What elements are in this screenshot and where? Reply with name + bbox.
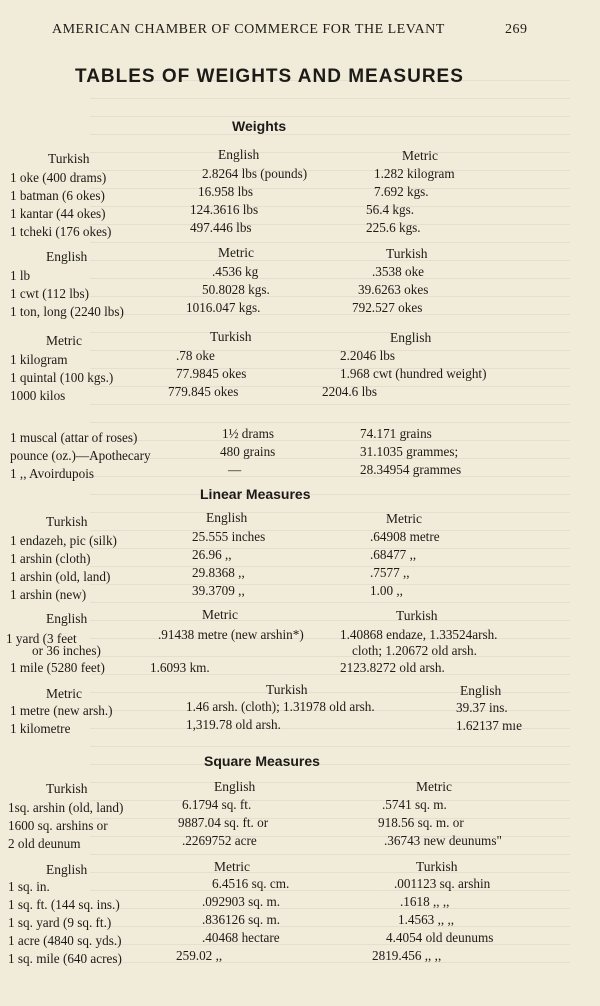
column-header: Turkish: [396, 608, 438, 623]
page-number: 269: [505, 22, 528, 37]
table-cell: 2204.6 lbs: [322, 384, 377, 399]
table-cell: 4.4054 old deunums: [386, 930, 494, 945]
table-cell: 1600 sq. arshins or: [8, 818, 108, 833]
table-cell: 1sq. arshin (old, land): [8, 800, 124, 815]
column-header: English: [390, 330, 432, 345]
table-cell: 39.3709 ,,: [192, 583, 245, 598]
table-cell: 1 arshin (new): [10, 587, 87, 602]
table-cell: 74.171 grains: [360, 426, 432, 441]
column-header: English: [218, 147, 260, 162]
table-cell: 7.692 kgs.: [374, 184, 429, 199]
column-header: Turkish: [416, 859, 458, 874]
table-cell: 1016.047 kgs.: [186, 300, 261, 315]
column-header: Metric: [202, 607, 238, 622]
table-cell: 39.37 ins.: [456, 700, 508, 715]
table-cell: .40468 hectare: [202, 930, 280, 945]
table-cell: 1.00 ,,: [370, 583, 403, 598]
table-cell: 779.845 okes: [168, 384, 239, 399]
table-cell: 1 yard (3 feet: [6, 631, 77, 646]
table-cell: .3538 oke: [372, 264, 425, 279]
table-cell: 1 acre (4840 sq. yds.): [8, 933, 122, 948]
table-cell: 480 grains: [220, 444, 276, 459]
table-cell: 1.62137 mıe: [456, 718, 522, 733]
table-cell: 1 endazeh, pic (silk): [10, 533, 117, 548]
column-header: English: [46, 249, 88, 264]
table-cell: 1,319.78 old arsh.: [186, 717, 281, 732]
table-cell: 1.968 cwt (hundred weight): [340, 366, 487, 381]
table-cell: 31.1035 grammes;: [360, 444, 459, 459]
table-cell: or 36 inches): [32, 643, 101, 658]
table-cell: 1 muscal (attar of roses): [10, 430, 138, 445]
table-cell: 1½ drams: [222, 426, 275, 441]
column-header: Metric: [416, 779, 452, 794]
column-header: English: [46, 862, 88, 877]
table-cell: 1 arshin (old, land): [10, 569, 111, 584]
column-header: English: [214, 779, 256, 794]
table-cell: 259.02 ,,: [176, 948, 223, 963]
table-cell: 1 ,, Avoirdupois: [10, 466, 95, 481]
table-cell: 1 kantar (44 okes): [10, 206, 106, 221]
section-heading-weights: Weights: [232, 118, 287, 134]
table-cell: 225.6 kgs.: [366, 220, 421, 235]
table-cell: .836126 sq. m.: [202, 912, 281, 927]
column-header: Turkish: [48, 151, 90, 166]
table-cell: 2123.8272 old arsh.: [340, 660, 445, 675]
column-header: Metric: [46, 686, 82, 701]
column-header: Turkish: [210, 329, 252, 344]
table-cell: 1 sq. yard (9 sq. ft.): [8, 915, 112, 930]
table-cell: 1 tcheki (176 okes): [10, 224, 112, 239]
table-cell: 124.3616 lbs: [190, 202, 259, 217]
table-cell: 2.2046 lbs: [340, 348, 395, 363]
column-header: English: [460, 683, 502, 698]
column-header: Metric: [218, 245, 254, 260]
column-header: Turkish: [266, 682, 308, 697]
table-cell: 50.8028 kgs.: [202, 282, 270, 297]
table-cell: —: [228, 462, 242, 477]
table-cell: 1 sq. ft. (144 sq. ins.): [8, 897, 120, 912]
table-cell: 1.282 kilogram: [374, 166, 455, 181]
table-cell: 6.1794 sq. ft.: [182, 797, 252, 812]
table-cell: 2.8264 lbs (pounds): [202, 166, 308, 181]
table-cell: .092903 sq. m.: [202, 894, 281, 909]
table-cell: 1 cwt (112 lbs): [10, 286, 89, 301]
table-cell: .5741 sq. m.: [382, 797, 447, 812]
table-cell: 1.40868 endaze, 1.33524arsh.: [340, 627, 498, 642]
table-cell: 2819.456 ,, ,,: [372, 948, 442, 963]
table-cell: .36743 new deunums": [384, 833, 502, 848]
table-cell: pounce (oz.)—Apothecary: [10, 448, 151, 463]
table-cell: 1 sq. mile (640 acres): [8, 951, 122, 966]
table-cell: .2269752 acre: [182, 833, 257, 848]
table-cell: 1 metre (new arsh.): [10, 703, 113, 718]
table-cell: 1 ton, long (2240 lbs): [10, 304, 124, 319]
table-cell: 2 old deunum: [8, 836, 81, 851]
section-heading-linear-measures: Linear Measures: [200, 486, 311, 502]
table-cell: 1.6093 km.: [150, 660, 210, 675]
table-cell: .4536 kg: [212, 264, 259, 279]
table-cell: .64908 metre: [370, 529, 440, 544]
column-header: Turkish: [46, 514, 88, 529]
column-header: Metric: [46, 333, 82, 348]
table-cell: 26.96 ,,: [192, 547, 232, 562]
table-cell: 28.34954 grammes: [360, 462, 462, 477]
column-header: Metric: [214, 859, 250, 874]
table-cell: 1 oke (400 drams): [10, 170, 107, 185]
table-cell: 1 kilometre: [10, 721, 71, 736]
table-cell: 39.6263 okes: [358, 282, 429, 297]
table-cell: 29.8368 ,,: [192, 565, 245, 580]
table-cell: .91438 metre (new arshin*): [158, 627, 304, 642]
table-cell: 16.958 lbs: [198, 184, 253, 199]
table-cell: 1 batman (6 okes): [10, 188, 105, 203]
page-title: TABLES OF WEIGHTS AND MEASURES: [75, 66, 464, 87]
table-cell: 77.9845 okes: [176, 366, 247, 381]
column-header: English: [206, 510, 248, 525]
table-cell: 1 mile (5280 feet): [10, 660, 105, 675]
column-header: Turkish: [46, 781, 88, 796]
column-header: Metric: [386, 511, 422, 526]
table-cell: 1 lb: [10, 268, 31, 283]
table-cell: 25.555 inches: [192, 529, 266, 544]
column-header: Turkish: [386, 246, 428, 261]
table-cell: .68477 ,,: [370, 547, 417, 562]
table-cell: 1.46 arsh. (cloth); 1.31978 old arsh.: [186, 699, 375, 714]
section-heading-square-measures: Square Measures: [204, 753, 320, 769]
table-cell: 918.56 sq. m. or: [378, 815, 464, 830]
table-cell: .1618 ,, ,,: [400, 894, 450, 909]
table-cell: 497.446 lbs: [190, 220, 252, 235]
table-cell: 1 sq. in.: [8, 879, 50, 894]
table-cell: cloth; 1.20672 old arsh.: [352, 643, 477, 658]
table-cell: 1 arshin (cloth): [10, 551, 91, 566]
table-cell: .001123 sq. arshin: [394, 876, 491, 891]
table-cell: 9887.04 sq. ft. or: [178, 815, 269, 830]
running-head-title: AMERICAN CHAMBER OF COMMERCE FOR THE LEVANT: [52, 22, 445, 37]
table-cell: 1 quintal (100 kgs.): [10, 370, 114, 385]
column-header: Metric: [402, 148, 438, 163]
table-cell: 1 kilogram: [10, 352, 68, 367]
table-cell: .7577 ,,: [370, 565, 410, 580]
table-cell: 1000 kilos: [10, 388, 66, 403]
table-cell: 1.4563 ,, ,,: [398, 912, 455, 927]
table-cell: 6.4516 sq. cm.: [212, 876, 290, 891]
table-cell: 792.527 okes: [352, 300, 423, 315]
table-cell: 56.4 kgs.: [366, 202, 414, 217]
column-header: English: [46, 611, 88, 626]
table-cell: .78 oke: [176, 348, 215, 363]
